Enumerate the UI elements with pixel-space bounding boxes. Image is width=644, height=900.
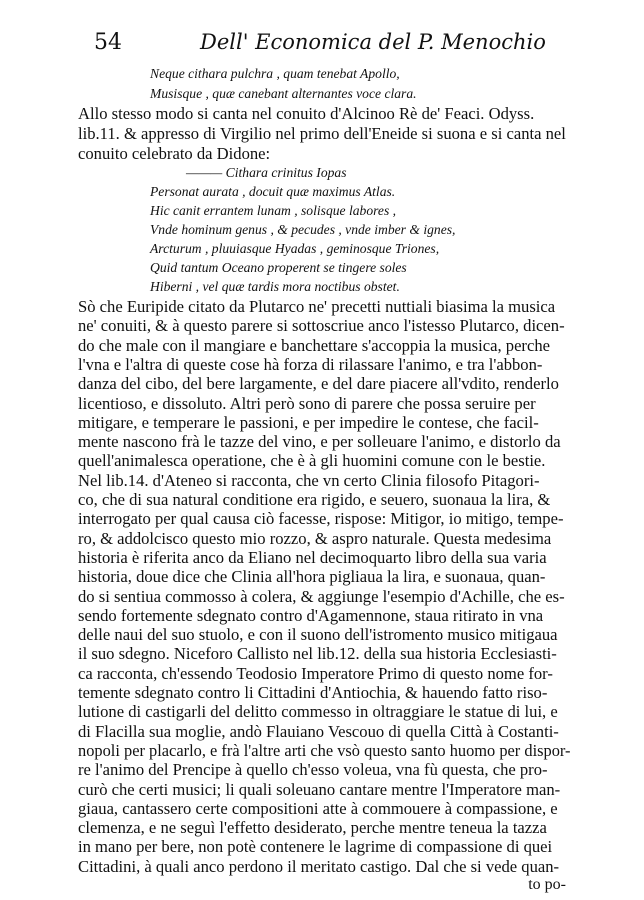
text-line: quell'animalesca operatione, che è à gli huomini comune con le bestie. [78,451,546,471]
verse-line: Hic canit errantem lunam , solisque labores , [150,203,397,218]
text-line: licentioso, e dissoluto. Altri però sono di parere che possa seruire per [78,393,536,413]
text-line: do si sentiua commosso à colera, & aggiunge l'esempio d'Achille, che es- [78,586,565,606]
text-line: sendo fortemente sdegnato contro d'Agamennone, staua ritirato in vna [78,605,544,625]
text-line: lib.11. & appresso di Virgilio nel primo dell'Eneide si suona e si canta nel [78,124,566,143]
text-line: clemenza, e ne seguì l'effetto desiderato, perche mentre teneua la tazza [78,818,547,838]
catchword: to po- [528,876,566,893]
text-line: temente sdegnato contro li Cittadini d'Antiochia, & hauendo fatto riso- [78,683,548,702]
text-line: il suo sdegno. Niceforo Callisto nel lib.12. della sua historia Ecclesiasti- [78,644,557,664]
text-line: curò che certi musici; li quali soleuano cantare mentre l'Imperatore man- [78,779,561,799]
text-line: ca racconta, ch'essendo Teodosio Imperatore Primo di questo nome for- [78,663,553,683]
text-line: re l'animo del Prencipe à quello ch'esso voleua, vna fù questa, che pro- [78,760,548,780]
verse-line: Vnde hominum genus , & pecudes , vnde imber & ignes, [150,222,456,237]
text-line: mitigare, e temperare le passioni, e per impedire le contese, che facil- [78,412,539,432]
text-line: Allo stesso modo si canta nel conuito d'Alcinoo Rè de' Feaci. Odyss. [78,104,535,123]
text-line: lutione di castigarli del delitto commesso in oltraggiare le statue di lui, e [78,702,558,722]
text-line: conuito celebrato da Didone: [78,144,271,163]
verse-line: Arcturum , pluuiasque Hyadas , geminosque Triones, [150,241,440,256]
text-line: do che male con il mangiare e banchettare s'accoppia la musica, perche [78,335,550,355]
text-line: historia è riferita anco da Eliano nel decimoquarto libro della sua varia [78,547,547,567]
text-line: in mano per bere, non potè contenere le lagrime di compassione di quei [78,837,553,857]
text-line: nopoli per placarlo, e frà l'altre arti che vsò questo santo huomo per dispor- [78,740,571,760]
text-line: historia, doue dice che Clinia all'hora pigliaua la lira, e suonaua, quan- [78,567,546,587]
verse-line: Hiberni , vel quæ tardis mora noctibus obstet. [150,279,400,294]
verse-line: Quid tantum Oceano properent se tingere soles [150,260,407,275]
text-line: co, che di sua natural conditione era rigido, e seuero, suonaua la lira, & [78,490,551,509]
text-line: l'vna e l'altra di queste cose hà forza di rilassare l'animo, e tra l'abbon- [78,354,543,374]
verse-line: Personat aurata , docuit quæ maximus Atlas. [150,184,396,199]
text-line: Nel lib.14. d'Ateneo si racconta, che vn certo Clinia filosofo Pitagori- [78,470,540,490]
text-line: giaua, cantassero certe compositioni atte à commouere à compassione, e [78,798,558,818]
verse-line: Neque cithara pulchra , quam tenebat Apollo, [150,66,400,81]
verse-line: ——— Cithara crinitus Iopas [186,165,347,180]
text-line: interrogato per qual causa ciò facesse, rispose: Mitigor, io mitigo, tempe- [78,509,564,529]
page-header [0,28,644,58]
text-line: delle naui del suo stuolo, e con il suono dell'istromento musico mitigaua [78,625,558,645]
text-line: Sò che Euripide citato da Plutarco ne' precetti nuttiali biasima la musica [78,297,556,316]
page-number: 54 [94,30,122,55]
verse-line: Musisque , quæ canebant alternantes voce clara. [150,86,417,101]
text-line: danza del cibo, del bere largamente, e del dare piacere all'vdito, renderlo [78,374,559,394]
text-line: di Flacilla sua moglie, andò Flauiano Vescouo di quella Città à Costanti- [78,721,559,741]
text-line: Cittadini, à quali anco perdono il meritato castigo. Dal che si vede quan- [78,856,560,876]
running-title: Dell' Economica del P. Menochio [200,30,546,54]
text-line: mente nascono frà le tazze del vino, e per solleuare l'animo, e distorlo da [78,432,561,452]
text-line: ro, & addolcisco questo mio rozzo, & aspro naturale. Questa medesima [78,528,552,548]
text-line: ne' conuiti, & à questo parere si sottoscriue anco l'istesso Plutarco, dicen- [78,316,565,336]
